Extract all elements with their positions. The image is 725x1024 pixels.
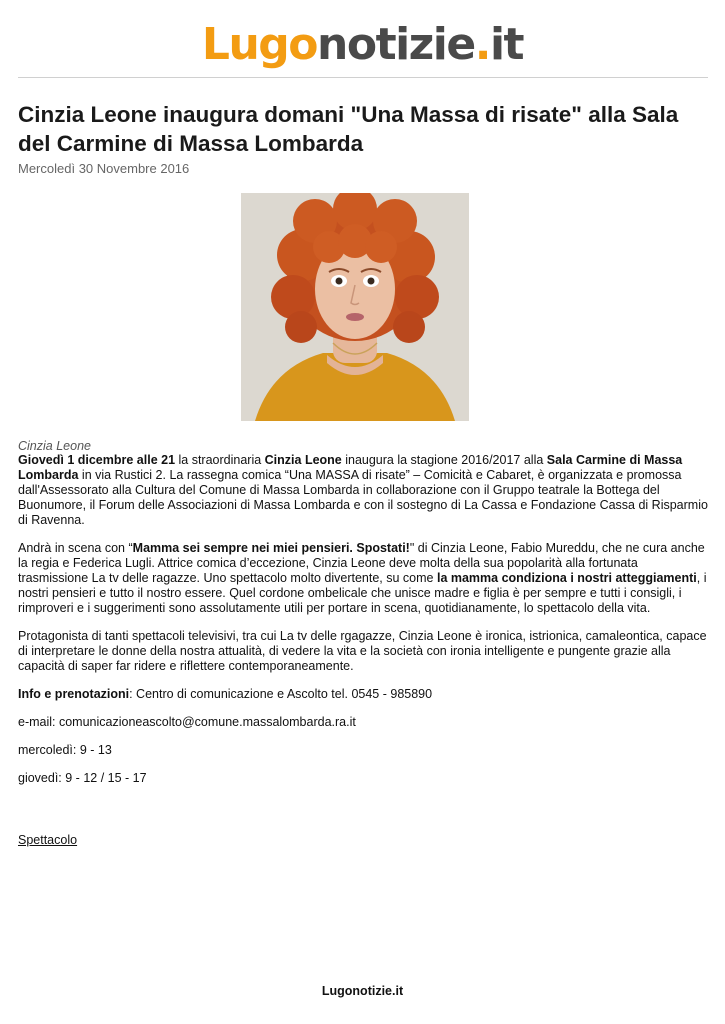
paragraph-hours-thursday: giovedì: 9 - 12 / 15 - 17 <box>18 771 147 785</box>
event-date-text: Giovedì 1 dicembre alle 21 <box>18 453 176 467</box>
article-photo <box>241 193 469 421</box>
paragraph-intro <box>18 453 708 528</box>
venue-name-text: Sala Carmine di Massa Lombarda <box>18 453 683 482</box>
text-span: la straordinaria <box>175 453 265 467</box>
info-label: Info e prenotazioni <box>18 687 130 701</box>
image-caption: Cinzia Leone <box>18 439 91 453</box>
article-title: Cinzia Leone inaugura domani "Una Massa di risate" alla Sala del Carmine di Massa Lombarda <box>18 102 679 156</box>
logo-dot: . <box>474 19 490 70</box>
paragraph-show <box>18 541 708 616</box>
article-date: Mercoledì 30 Novembre 2016 <box>18 161 190 176</box>
info-text: : Centro di comunicazione e Ascolto tel. 0545 - 985890 <box>129 687 433 701</box>
text-span: Andrà in scena con “ <box>18 541 133 555</box>
text-span: inaugura la stagione 2016/2017 alla <box>341 453 547 467</box>
paragraph-email: e-mail: comunicazioneascolto@comune.massalombarda.ra.it <box>18 715 356 729</box>
show-title-text: Mamma sei sempre nei miei pensieri. Spostati! <box>132 541 410 555</box>
logo-part-it: it <box>489 19 524 70</box>
artist-name-text: Cinzia Leone <box>264 453 342 467</box>
portrait-illustration <box>241 193 469 421</box>
footer-site-name: Lugonotizie.it <box>321 984 404 998</box>
paragraph-bio: Protagonista di tanti spettacoli televisivi, tra cui La tv delle rgagazze, Cinzia Leone è ironica, istrionica, camaleontica, capace di interpretare le donne della nostra attualità, di vedere la vita e la società con ironia intelligente e pungente grazie alla capacità di saper far ridere e riflettere contemporaneamente. <box>18 629 707 673</box>
text-span: " di Cinzia Leone, Fabio Mureddu, che ne cura anche la regia e Federica Lugli. Attrice comica d’eccezione, Cinzia Leone deve molta della sua popolarità alla fortunata trasmissione La tv delle ragazze. Uno spettacolo molto divertente, su come <box>18 541 705 585</box>
logo-part-notizie: notizie <box>317 19 475 70</box>
category-link[interactable]: Spettacolo <box>18 833 78 847</box>
paragraph-hours-wednesday: mercoledì: 9 - 13 <box>18 743 112 757</box>
highlight-text: la mamma condiziona i nostri atteggiamenti <box>436 571 697 585</box>
logo-part-lugo: Lugo <box>201 19 318 70</box>
text-span: , i nostri pensieri e tutto il nostro essere. Quel cordone ombelicale che unisce madre e figlia è per sempre e tutti i consigli, i rimproveri e i suggerimenti sono assolutamente utili per portare in scena, quotidianamente, lo spettacolo della vita. <box>18 571 707 615</box>
header-divider <box>18 77 708 78</box>
article-body <box>18 453 708 799</box>
site-logo[interactable] <box>0 14 725 76</box>
text-span: in via Rustici 2. La rassegna comica “Una MASSA di risate” – Comicità e Cabaret, è organizzata e promossa dall'Assessorato alla Cultura del Comune di Massa Lombarda in collaborazione con il Gruppo teatrale la Bottega del Buonumore, il Forum delle Associazioni di Massa Lombarda e con il sostegno di La Cassa e Fondazione Cassa di Risparmio di Ravenna. <box>18 468 708 527</box>
paragraph-info <box>18 687 708 702</box>
